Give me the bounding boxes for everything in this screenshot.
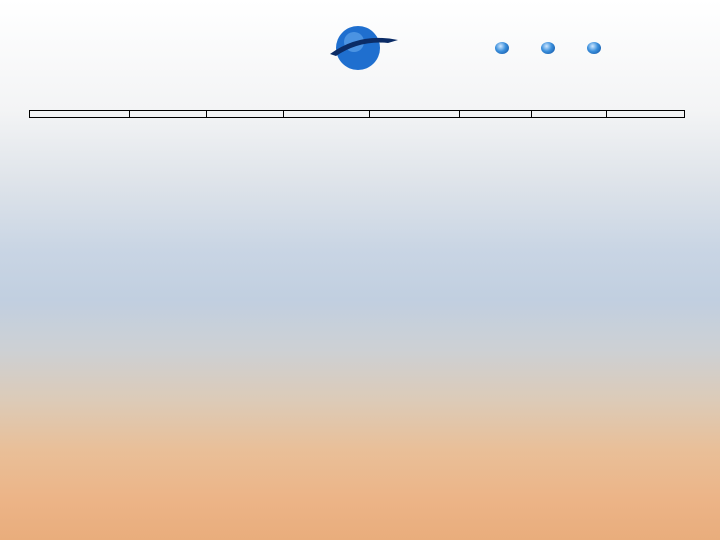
header-speed	[532, 111, 607, 118]
decorative-dots	[495, 42, 615, 58]
header-width	[607, 111, 685, 118]
table-header-row	[30, 111, 685, 118]
page-header	[0, 0, 720, 110]
header-material	[30, 111, 130, 118]
dot-icon	[495, 42, 509, 54]
header-air-flow	[460, 111, 532, 118]
header-voltage	[370, 111, 460, 118]
header-nozzle	[207, 111, 284, 118]
university-header	[380, 14, 720, 32]
header-thickness	[130, 111, 207, 118]
plasma-cutting-table	[29, 110, 685, 118]
header-current	[284, 111, 370, 118]
dot-icon	[541, 42, 555, 54]
dot-icon	[587, 42, 601, 54]
